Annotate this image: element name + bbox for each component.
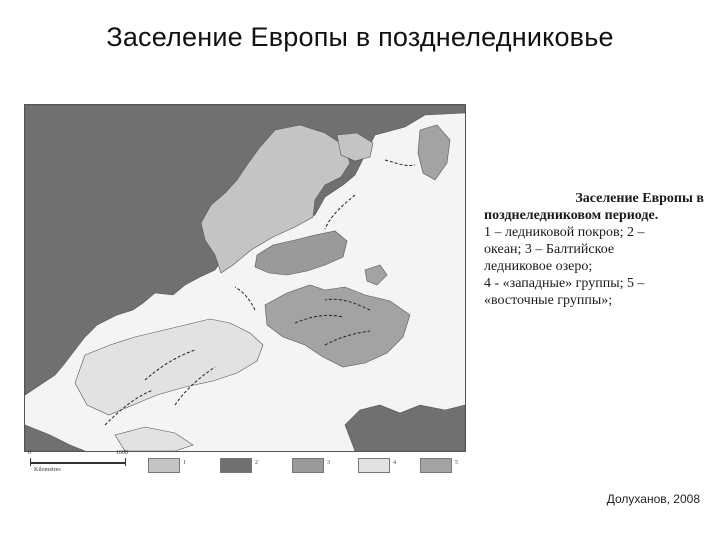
legend-number: 3 [327,460,330,466]
caption-body-line: океан; 3 – Балтийское [484,242,615,257]
legend-swatch [220,458,252,473]
map-legend [24,452,464,482]
scale-bar [24,452,134,480]
caption-body-line: 1 – ледниковой покров; 2 – [484,225,645,240]
scale-tick-start [30,458,31,466]
scale-end-label: 1000 [116,450,128,456]
legend-number: 2 [255,460,258,466]
legend-swatch [420,458,452,473]
legend-number: 1 [183,460,186,466]
legend-number: 5 [455,460,458,466]
source-credit: Долуханов, 2008 [606,492,700,506]
legend-swatch [358,458,390,473]
legend-swatch [292,458,324,473]
map-figure [24,104,466,452]
caption-body-line: ледниковое озеро; [484,259,593,274]
europe-map [25,105,465,451]
caption-body-line: «восточные группы»; [484,293,613,308]
scale-unit-label: Kilometres [34,467,61,473]
slide-title: Заселение Европы в позднеледниковье [106,22,614,52]
map-caption [484,190,714,309]
caption-title-line: позднеледниковом периоде. [484,208,659,223]
caption-body-line: 4 - «западные» группы; 5 – [484,276,645,291]
scale-start-label: 0 [28,450,31,456]
ocean-mediterranean [345,405,465,451]
caption-title [484,190,714,224]
scale-bar-line [30,462,126,464]
legend-swatch [148,458,180,473]
legend-number: 4 [393,460,396,466]
scale-tick-end [125,458,126,466]
caption-title-line: Заселение Европы в [575,191,704,206]
